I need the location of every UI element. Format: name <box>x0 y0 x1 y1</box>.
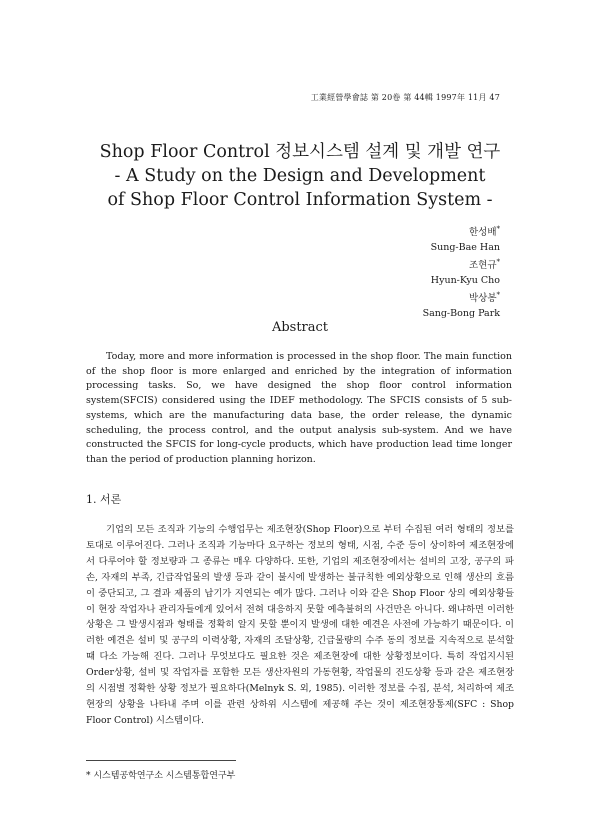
title-line-1: Shop Floor Control 정보시스템 설계 및 개발 연구 <box>99 142 501 162</box>
author-2-korean: 조현규* <box>468 258 500 272</box>
introduction-paragraph: 기업의 모든 조직과 기능의 수행업무는 제조현장(Shop Floor)으로 부터 수집된 여러 형태의 정보를 토대로 이루어진다. 그러나 조직과 기능마다 요구하는 정보의 형태, 시점, 수준 등이 상이하여 제조현장에서 다루어야 할 정보량과 그 종류는 매우 다양하다. 또한, 기업의 제조현장에서는 설비의 고장, 공구의 파손, 자재의 부족, 긴급작업물의 발생 등과 같이 불시에 발생하는 불규칙한 예외상황으로 인해 생산의 흐름이 중단되고, 그 결과 제품의 납기가 지연되는 예가 많다. 그러나 이와 같은 Shop Floor 상의 예외상황들이 현장 작업자나 관리자들에게 있어서 전혀 대응하지 못할 예측불허의 사건만은 아니다. 왜냐하면 이러한 상황은 그 발생시점과 형태를 정확히 알지 못할 뿐이지 발생에 대한 예견은 사전에 가능하기 때문이다. 이러한 예견은 설비 및 공구의 이력상황, 자재의 조달상황, 긴급물량의 수주 동의 정보를 지속적으로 분석할 때 다소 가능해 진다. 그러나 무엇보다도 필요한 것은 제조현장에 대한 상황정보이다. 특히 작업지시된 Order상황, 설비 및 작업자를 포함한 모든 생산자원의 가동현황, 작업물의 진도상황 등과 같은 제조현장의 시점별 정확한 상황 정보가 필요하다(Melnyk S. 외, 1985). 이러한 정보를 수집, 분석, 처리하여 제조현장의 상황을 나타내 주며 이를 관련 상하위 시스템에 제공해 주는 것이 제조현장통제(SFC : Shop Floor Control) 시스템이다. <box>86 524 514 726</box>
section-heading-introduction: 1. 서론 <box>86 493 122 506</box>
author-1-english: Sung-Bae Han <box>430 242 500 254</box>
journal-header: 工業經營學會誌 第 20卷 第 44輯 1997年 11月 47 <box>310 93 500 102</box>
author-1-korean: 한성배* <box>468 225 500 239</box>
abstract-heading: Abstract <box>271 320 329 335</box>
title-line-2: - A Study on the Design and Development <box>114 166 486 186</box>
footnote-affiliation: * 시스템공학연구소 시스템통합연구부 <box>86 771 236 781</box>
abstract-text: Today, more and more information is processed in the shop floor. The main function of the shop floor is more enlarged and enriched by the integration of information processing tasks. So, we have designed the shop floor control information system(SFCIS) considered using the IDEF methodology. The SFCIS consists of 5 sub-systems, which are the manufacturing data base, the order release, the dynamic scheduling, the process control, and the output analysis sub-system. And we have constructed the SFCIS for long-cycle products, which have production lead time longer than the period of production planning horizon. <box>86 351 512 465</box>
author-3-korean: 박상봉* <box>468 291 500 305</box>
paper-title <box>0 140 600 212</box>
author-3-english: Sang-Bong Park <box>422 308 500 320</box>
author-list <box>423 222 500 321</box>
footnote-divider <box>86 760 236 761</box>
author-2-english: Hyun-Kyu Cho <box>430 275 500 287</box>
title-line-3: of Shop Floor Control Information System - <box>107 190 493 210</box>
